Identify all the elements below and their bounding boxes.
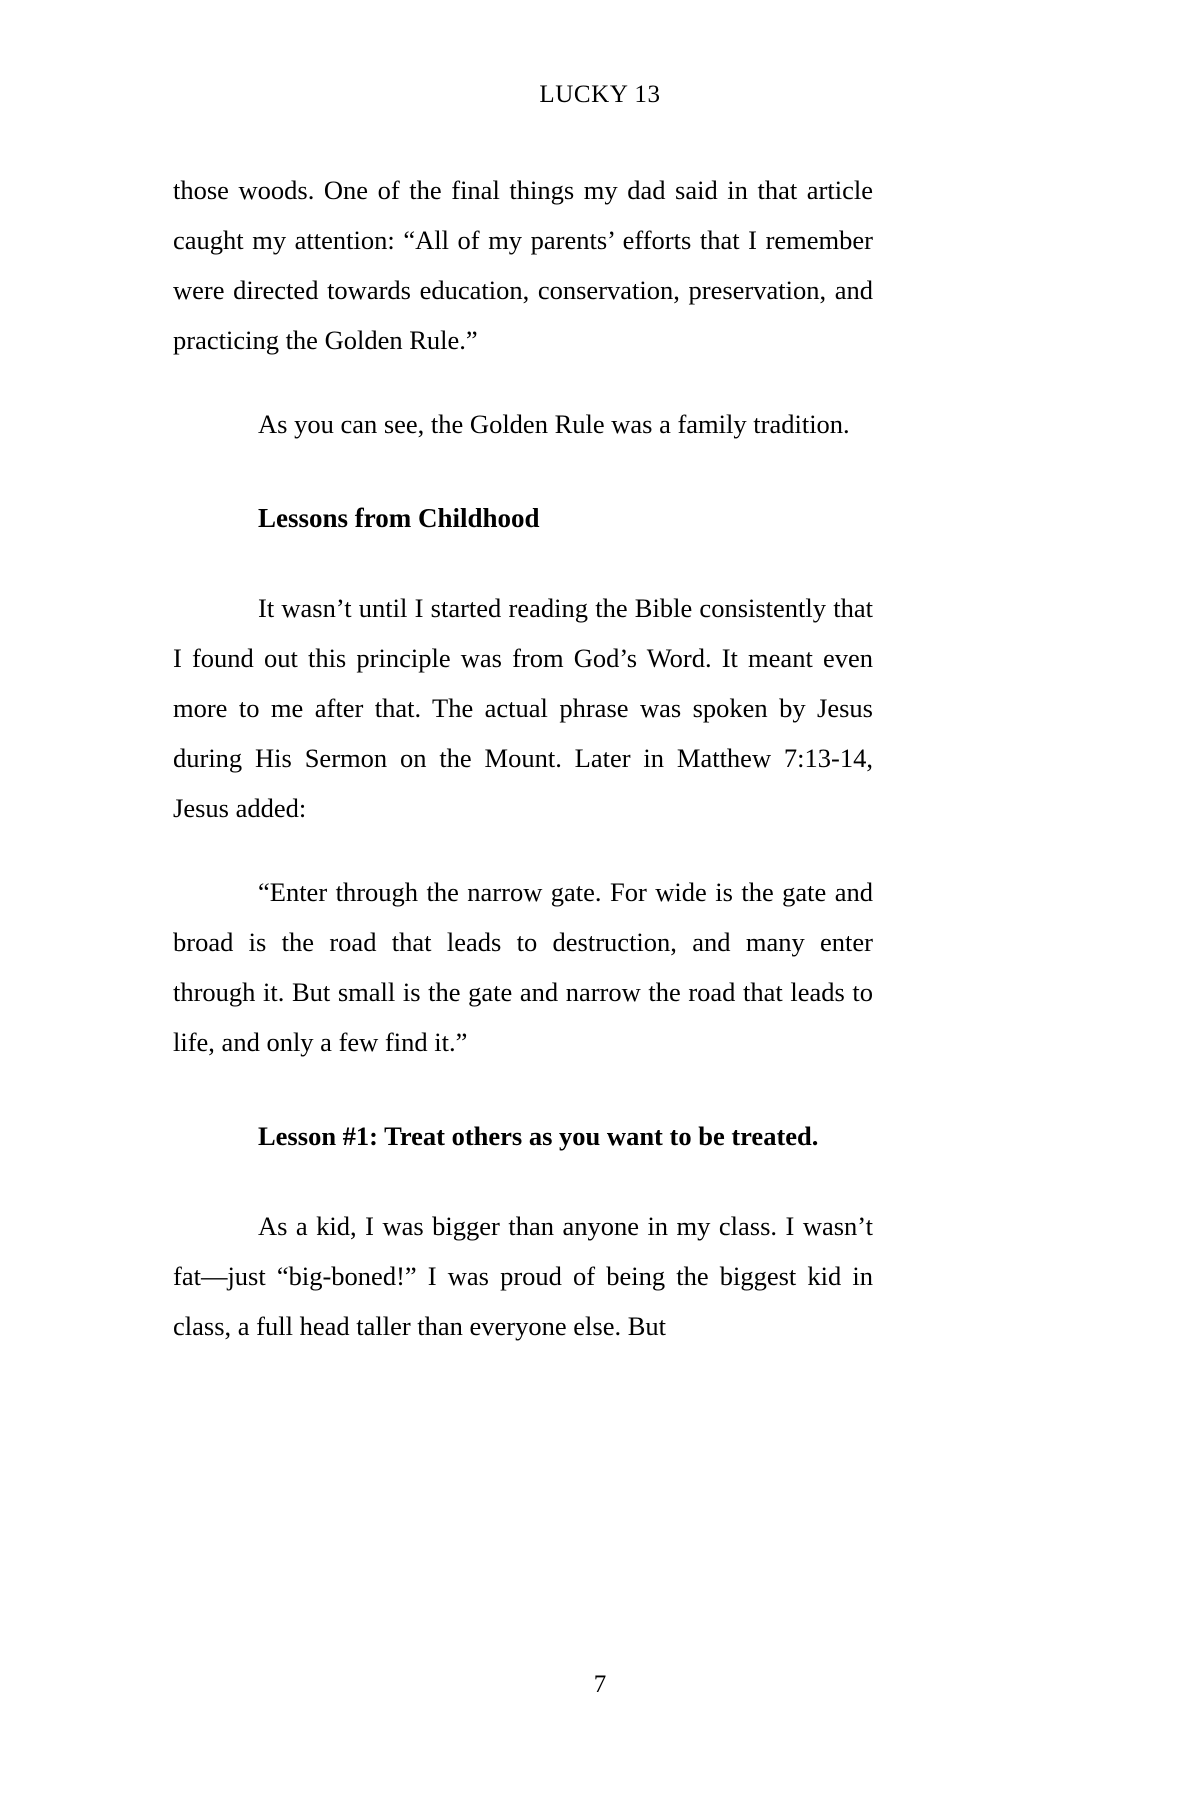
paragraph-spacer [173, 833, 873, 867]
paragraph-continued: those woods. One of the final things my dad said in that article caught my attention: “All of my parents’ efforts that I remember were directed towards education, conservation, preservation, and practicing the Golden Rule.” [173, 175, 873, 355]
heading-spacer-after [173, 543, 873, 583]
lesson-heading-1: Lesson #1: Treat others as you want to be treated. [258, 1121, 819, 1151]
paragraph-spacer [173, 365, 873, 399]
paragraph-golden-rule-tradition: As you can see, the Golden Rule was a family tradition. [258, 409, 850, 439]
page-number: 7 [593, 1671, 607, 1698]
text-block [173, 165, 873, 1351]
heading-spacer-before [173, 449, 873, 493]
lesson-heading-spacer-before [173, 1067, 873, 1111]
blockquote-matthew-7-13-14: “Enter through the narrow gate. For wide is the gate and broad is the road that leads to destruction, and many enter through it. But small is the gate and narrow the road that leads to life, and only a few find it.” [173, 877, 873, 1057]
paragraph-as-a-kid: As a kid, I was bigger than anyone in my class. I wasn’t fat—just “big-boned!” I was proud of being the biggest kid in class, a full head taller than everyone else. But [173, 1211, 873, 1341]
section-heading-lessons-from-childhood: Lessons from Childhood [258, 503, 540, 533]
paragraph-bible-principle: It wasn’t until I started reading the Bible consistently that I found out this principle was from God’s Word. It meant even more to me after that. The actual phrase was spoken by Jesus during His Sermon on the Mount. Later in Matthew 7:13-14, Jesus added: [173, 593, 873, 823]
lesson-heading-spacer-after [173, 1161, 873, 1201]
running-head: LUCKY 13 [539, 81, 661, 108]
